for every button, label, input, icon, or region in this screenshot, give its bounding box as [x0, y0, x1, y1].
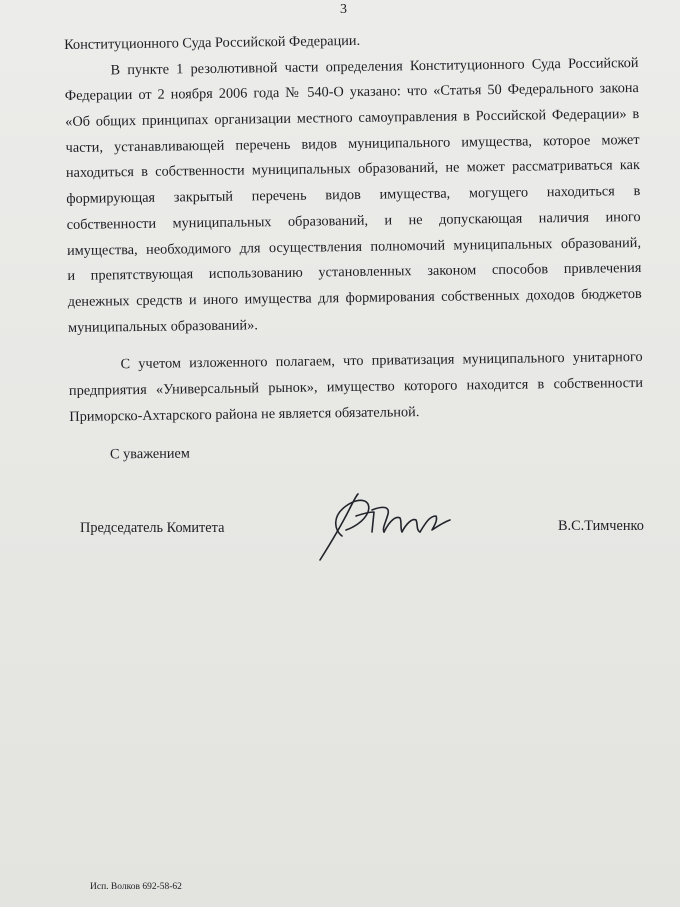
- page-number: 3: [340, 2, 347, 17]
- body-line: имущества, необходимого для осуществления полномочий муниципальных образований,: [66, 234, 642, 259]
- letter-body: [64, 25, 643, 430]
- body-line: С учетом изложенного полагаем, что приватизация муниципального унитарного: [120, 349, 643, 373]
- body-line: собственности муниципальных образований, и не допускающая наличия иного: [66, 208, 641, 233]
- body-line: денежных средств и иного имущества для формирования собственных доходов бюджетов: [67, 285, 642, 310]
- closing-phrase: С уважением: [109, 445, 190, 463]
- handwritten-signature-icon: [312, 486, 462, 566]
- body-line: «Об общих принципах организации местного самоуправления в Российской Федерации» в: [65, 106, 640, 131]
- body-line: Федерации от 2 ноября 2006 года № 540-О указано: что «Статья 50 Федерального закона: [64, 80, 639, 105]
- signatory-name: В.С.Тимченко: [558, 518, 644, 534]
- body-line: части, устанавливающей перечень видов муниципального имущества, которое может: [65, 131, 640, 156]
- body-line: Конституционного Суда Российской Федерации.: [64, 32, 361, 53]
- body-line: муниципальных образований».: [68, 316, 258, 336]
- body-line: В пункте 1 резолютивной части определения Конституционного Суда Российской: [110, 54, 639, 79]
- body-line: Приморско-Ахтарского района не является обязательной.: [69, 403, 420, 425]
- body-line: предприятия «Универсальный рынок», имущество которого находится в собственности: [68, 374, 644, 399]
- signatory-title: Председатель Комитета: [80, 520, 225, 536]
- body-line: находиться в собственности муниципальных образований, не может рассматриваться как: [65, 157, 641, 182]
- body-line: формирующая закрытый перечень видов имущества, могущего находиться в: [66, 183, 641, 208]
- body-line: и препятствующая использованию установленных законом способов привлечения: [67, 260, 642, 285]
- executor-note: Исп. Волков 692-58-62: [90, 882, 182, 892]
